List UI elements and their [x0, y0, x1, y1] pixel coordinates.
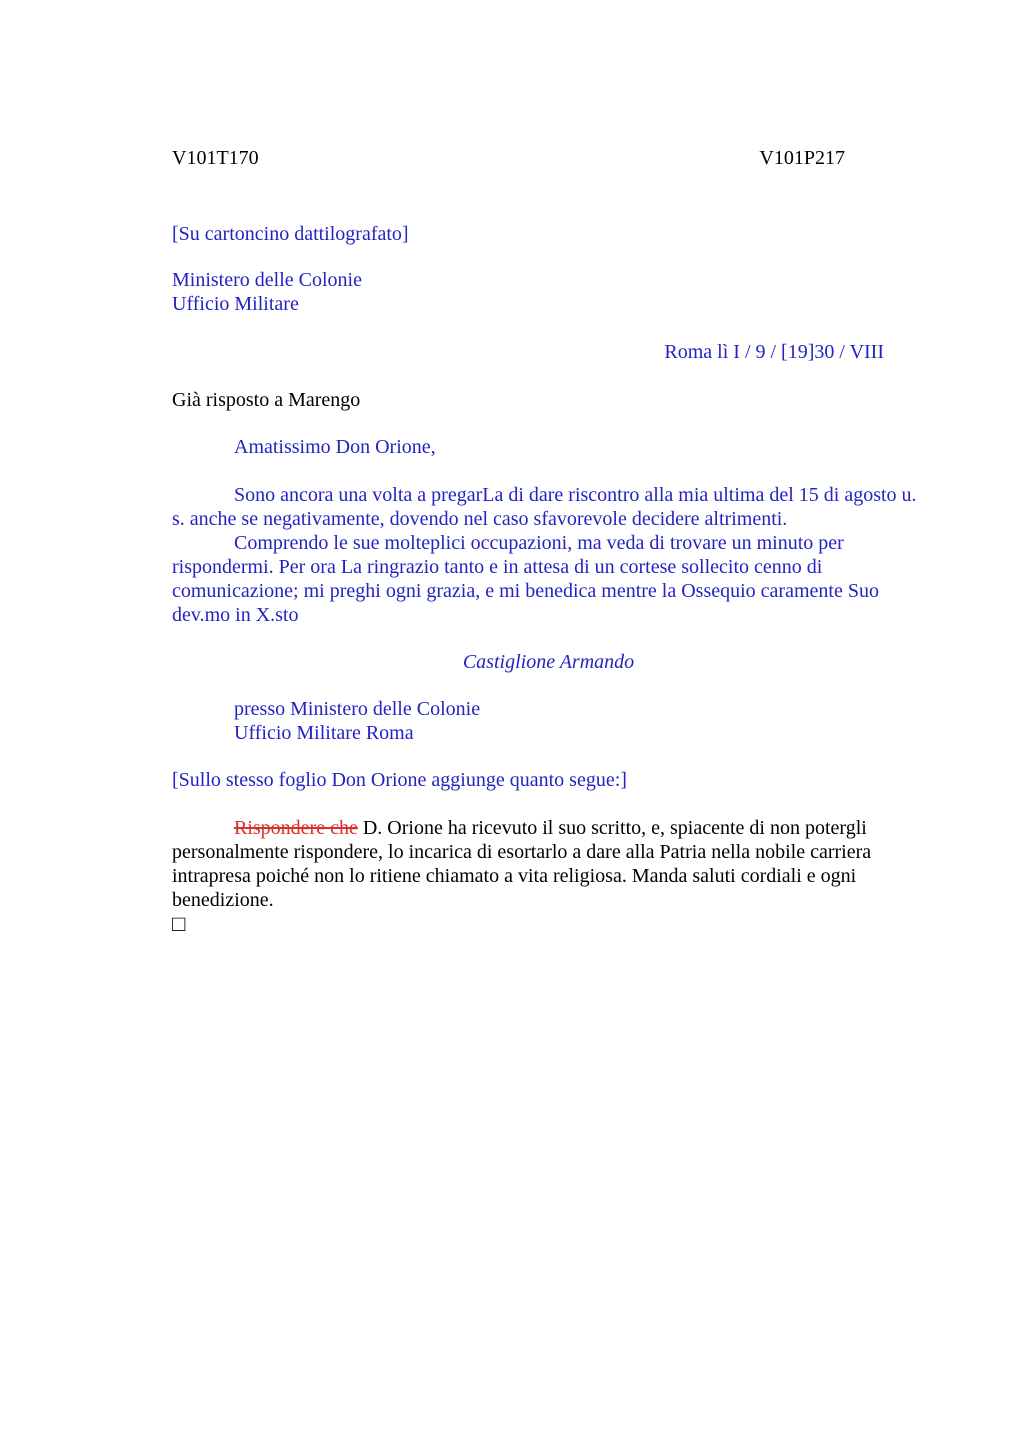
letter-paragraph-2: Comprendo le sue molteplici occupazioni, ma veda di trovare un minuto per rispondermi. Per ora La ringrazio tanto e in attesa di un cortese sollecito cenno di comunicazione; mi preghi ogni grazia, e mi benedica mentre la Ossequio caramente Suo dev.mo in X.sto — [172, 532, 879, 626]
letter-body — [172, 483, 925, 627]
archive-code-left: V101T170 — [172, 147, 259, 169]
sender-line-1: Ministero delle Colonie — [172, 269, 362, 291]
archive-code-right: V101P217 — [759, 147, 845, 169]
reply-text: D. Orione ha ricevuto il suo scritto, e, spiacente di non potergli personalmente rispondere, lo incarica di esortarlo a dare alla Patria nella nobile carriera intrapresa poiché non lo ritiene chiamato a vita religiosa. Manda saluti cordiali e ogni benedizione. — [172, 817, 872, 911]
editorial-note-middle: [Sullo stesso foglio Don Orione aggiunge quanto segue:] — [172, 769, 627, 791]
sender-block — [172, 268, 925, 316]
address-line-2: Ufficio Militare Roma — [234, 722, 414, 744]
reply-paragraph — [172, 816, 925, 912]
sender-line-2: Ufficio Militare — [172, 293, 299, 315]
address-line-1: presso Ministero delle Colonie — [234, 698, 481, 720]
signature: Castiglione Armando — [462, 651, 635, 673]
editorial-note-top: [Su cartoncino dattilografato] — [172, 223, 409, 245]
end-of-text-box-glyph: □ — [172, 911, 186, 936]
struck-through-text: Rispondere che — [234, 817, 358, 839]
letter-paragraph-1: Sono ancora una volta a pregarLa di dare riscontro alla mia ultima del 15 di agosto u. s. anche se negativamente, dovendo nel caso sfavorevole decidere altrimenti. — [172, 484, 917, 530]
handwritten-annotation: Già risposto a Marengo — [172, 389, 361, 411]
sender-address-block — [172, 697, 925, 745]
archive-codes-row — [172, 146, 925, 170]
dateline: Roma lì I / 9 / [19]30 / VIII — [664, 341, 884, 363]
salutation: Amatissimo Don Orione, — [234, 436, 436, 458]
